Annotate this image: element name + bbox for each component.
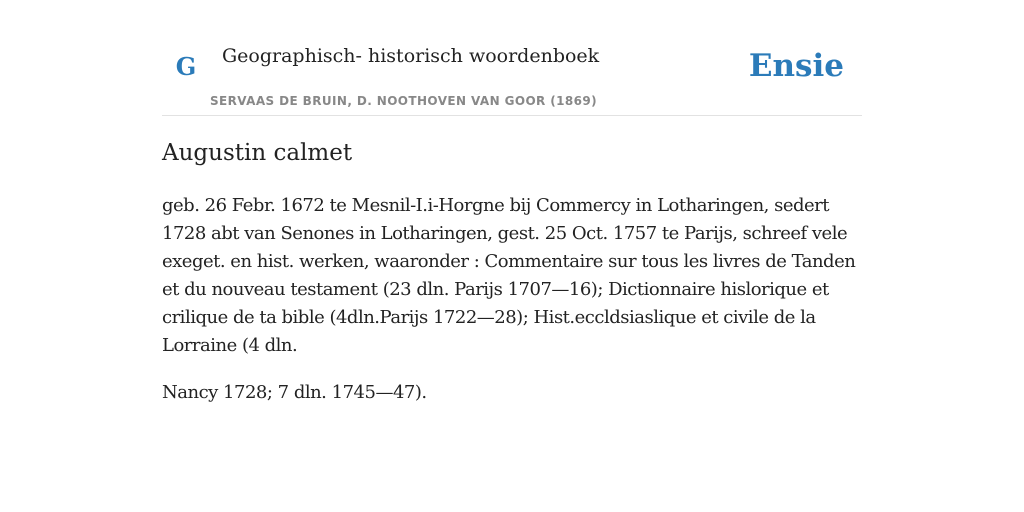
book-title[interactable]: Geographisch- historisch woordenboek	[222, 45, 600, 67]
page-container	[162, 0, 862, 407]
entry-paragraph: Nancy 1728; 7 dln. 1745—47).	[162, 381, 427, 403]
book-authors-year: SERVAAS DE BRUIN, D. NOOTHOVEN VAN GOOR (1869)	[210, 94, 598, 108]
book-initial-icon: G	[175, 52, 197, 81]
book-header	[162, 0, 862, 116]
ensie-logo-link[interactable]: Ensie	[748, 48, 844, 84]
entry-paragraph: geb. 26 Febr. 1672 te Mesnil-I.i-Horgne bij Commercy in Lotharingen, sedert 1728 abt van Senones in Lotharingen, gest. 25 Oct. 1757 te Parijs, schreef vele exeget. en hist. werken, waaronder : Commentaire sur tous les livres de Tanden et du nouveau testament (23 dln. Parijs 1707—16); Dictionnaire hislorique et crilique de ta bible (4dln.Parijs 1722—28); Hist.eccldsiaslique et civile de la Lorraine (4 dln.	[162, 194, 856, 356]
entry-title: Augustin calmet	[162, 140, 353, 166]
